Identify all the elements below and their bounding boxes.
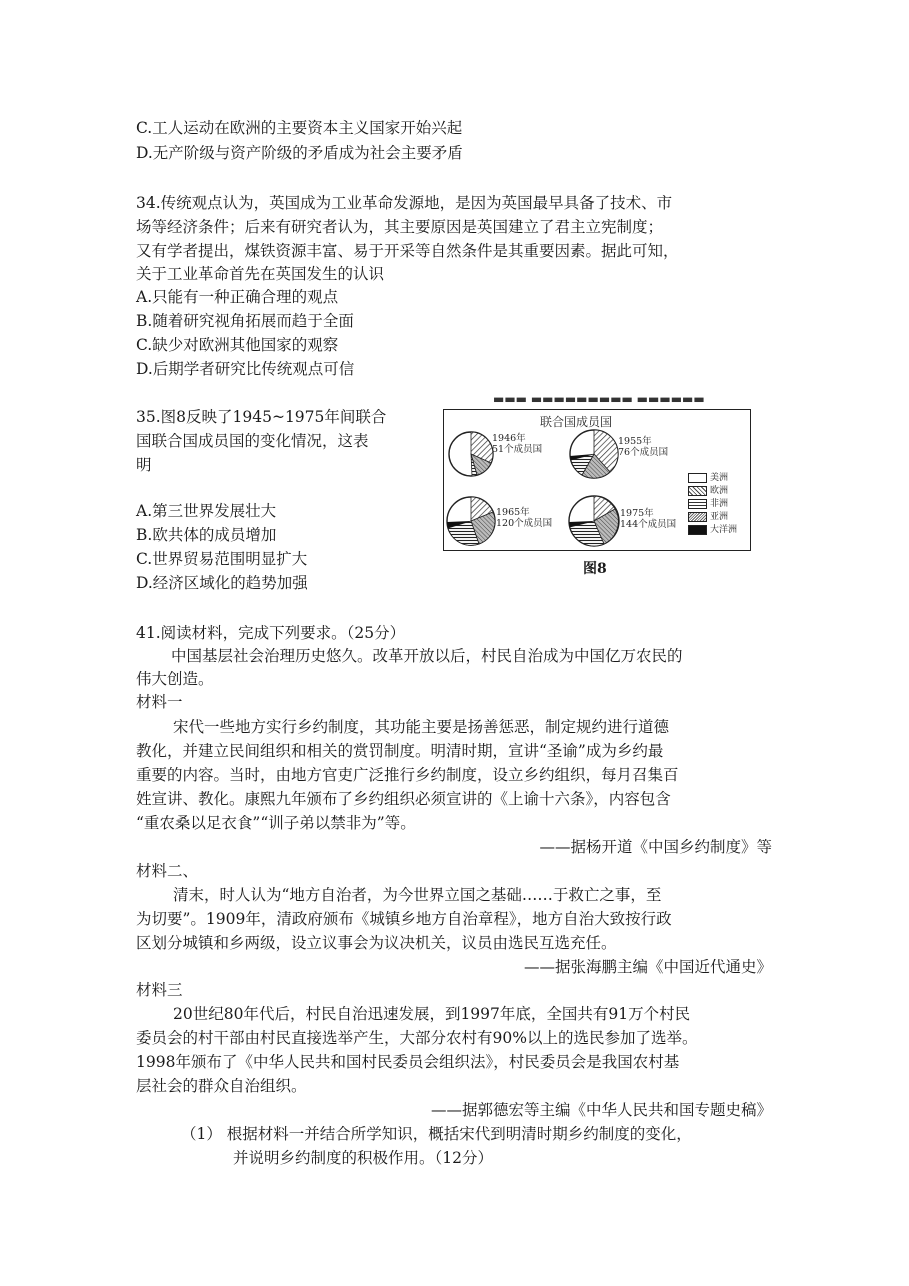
legend-label: 大洋洲	[710, 525, 738, 535]
material-2-line: 为切要”。1909年，清政府颁布《城镇乡地方自治章程》，地方自治大致按行政	[136, 910, 672, 928]
q34-stem-line: 关于工业革命首先在英国发生的认识	[136, 265, 385, 283]
pie-count: 120个成员国	[496, 518, 553, 529]
pie-1965	[447, 497, 495, 545]
material-3-line: 委员会的村干部由村民直接选举产生，大部分农村有90%以上的选民参加了选举。	[136, 1029, 698, 1047]
pie-year: 1955年	[618, 436, 652, 447]
q41-header: 41.阅读材料，完成下列要求。（25分）	[136, 624, 406, 642]
figure-8	[443, 393, 753, 581]
legend-item	[688, 485, 737, 498]
material-1-line: 姓宣讲、教化。康熙九年颁布了乡约组织必须宣讲的《上谕十六条》，内容包含	[136, 790, 671, 808]
figure-title: 联合国成员国	[540, 415, 613, 429]
q34-stem-line: 34.传统观点认为，英国成为工业革命发源地，是因为英国最早具备了技术、市	[136, 194, 673, 212]
legend-item	[688, 498, 737, 511]
material-3-line: 20世纪80年代后，村民自治迅速发展，到1997年底，全国共有91万个村民	[173, 1005, 691, 1023]
cropped-text-fragment: ▬▬▬ ▬▬▬▬▬▬▬▬▬ ▬▬▬▬▬▬	[493, 393, 705, 403]
material-3-line: 1998年颁布了《中华人民共和国村民委员会组织法》，村民委员会是我国农村基	[136, 1053, 680, 1071]
pie-1955-label	[618, 436, 668, 458]
pie-year: 1965年	[496, 507, 530, 518]
pie-year: 1946年	[492, 433, 526, 444]
figure-caption: 图8	[583, 561, 607, 577]
sub-question-1-line: （1） 根据材料一并结合所学知识，概括宋代到明清时期乡约制度的变化，	[181, 1125, 692, 1143]
q35-stem-line: 明	[136, 456, 152, 474]
legend-label: 美洲	[710, 473, 729, 483]
sub-question-1-line: 并说明乡约制度的积极作用。（12分）	[233, 1149, 493, 1167]
material-2-source: ——据张海鹏主编《中国近代通史》	[523, 958, 772, 976]
material-3-line: 层社会的群众自治组织。	[136, 1077, 307, 1095]
material-1-line: 宋代一些地方实行乡约制度，其功能主要是扬善惩恶，制定规约进行道德	[173, 718, 670, 736]
material-3-source: ——据郭德宏等主编《中华人民共和国专题史稿》	[430, 1101, 772, 1119]
material-1-line: “重农桑以足衣食”“训子弟以禁非为”等。	[136, 814, 416, 832]
q34-stem-line: 又有学者提出，煤铁资源丰富、易于开采等自然条件是其重要因素。据此可知，	[136, 242, 679, 260]
legend-swatch	[688, 499, 707, 509]
legend-label: 欧洲	[710, 486, 729, 496]
pie-count: 51个成员国	[492, 444, 543, 455]
material-2-title: 材料二、	[136, 862, 199, 880]
legend-label: 非洲	[710, 499, 729, 509]
q35-option-a: A.第三世界发展壮大	[136, 502, 277, 520]
legend-item	[688, 511, 737, 524]
q33-option-d: D.无产阶级与资产阶级的矛盾成为社会主要矛盾	[136, 144, 463, 162]
legend-item	[688, 472, 737, 485]
legend-swatch	[688, 473, 707, 483]
q34-stem-line: 场等经济条件；后来有研究者认为，其主要原因是英国建立了君主立宪制度；	[136, 218, 664, 236]
material-3-title: 材料三	[136, 981, 183, 999]
q35-stem-line: 35.图8反映了1945~1975年间联合	[136, 408, 387, 426]
material-1-source: ——据杨开道《中国乡约制度》等	[539, 838, 772, 856]
q33-option-c: C.工人运动在欧洲的主要资本主义国家开始兴起	[136, 119, 463, 137]
material-2-line: 区划分城镇和乡两级，设立议事会为议决机关，议员由选民互选充任。	[136, 934, 617, 952]
q35-option-d: D.经济区域化的趋势加强	[136, 574, 308, 592]
figure-legend	[688, 472, 737, 537]
material-2-line: 清末，时人认为“地方自治者，为今世界立国之基础……于救亡之事，至	[173, 886, 662, 904]
material-1-title: 材料一	[136, 693, 183, 711]
legend-swatch	[688, 525, 707, 535]
material-1-line: 重要的内容。当时，由地方官吏广泛推行乡约制度，设立乡约组织，每月召集百	[136, 766, 679, 784]
q41-intro-line: 伟大创造。	[136, 670, 214, 688]
legend-label: 亚洲	[710, 512, 729, 522]
pie-1946-label	[492, 433, 542, 455]
pie-year: 1975年	[620, 508, 654, 519]
pie-1975-label	[620, 508, 676, 530]
pie-count: 144个成员国	[620, 519, 677, 530]
pie-count: 76个成员国	[618, 447, 669, 458]
q35-option-b: B.欧共体的成员增加	[136, 526, 277, 544]
q35-stem-line: 国联合国成员国的变化情况，这表	[136, 432, 369, 450]
legend-swatch	[688, 486, 707, 496]
legend-swatch	[688, 512, 707, 522]
pie-1955	[570, 430, 618, 478]
pie-1975	[569, 496, 619, 546]
material-1-line: 教化，并建立民间组织和相关的赏罚制度。明清时期，宣讲“圣谕”成为乡约最	[136, 742, 664, 760]
figure-frame	[443, 409, 751, 551]
q35-option-c: C.世界贸易范围明显扩大	[136, 550, 308, 568]
q34-option-b: B.随着研究视角拓展而趋于全面	[136, 312, 354, 330]
q41-intro-line: 中国基层社会治理历史悠久。改革开放以后，村民自治成为中国亿万农民的	[171, 647, 683, 665]
pie-1965-label	[496, 507, 552, 529]
q34-option-c: C.缺少对欧洲其他国家的观察	[136, 336, 339, 354]
pie-1946	[449, 432, 493, 476]
legend-item	[688, 524, 737, 537]
q34-option-d: D.后期学者研究比传统观点可信	[136, 360, 355, 378]
q34-option-a: A.只能有一种正确合理的观点	[136, 288, 339, 306]
